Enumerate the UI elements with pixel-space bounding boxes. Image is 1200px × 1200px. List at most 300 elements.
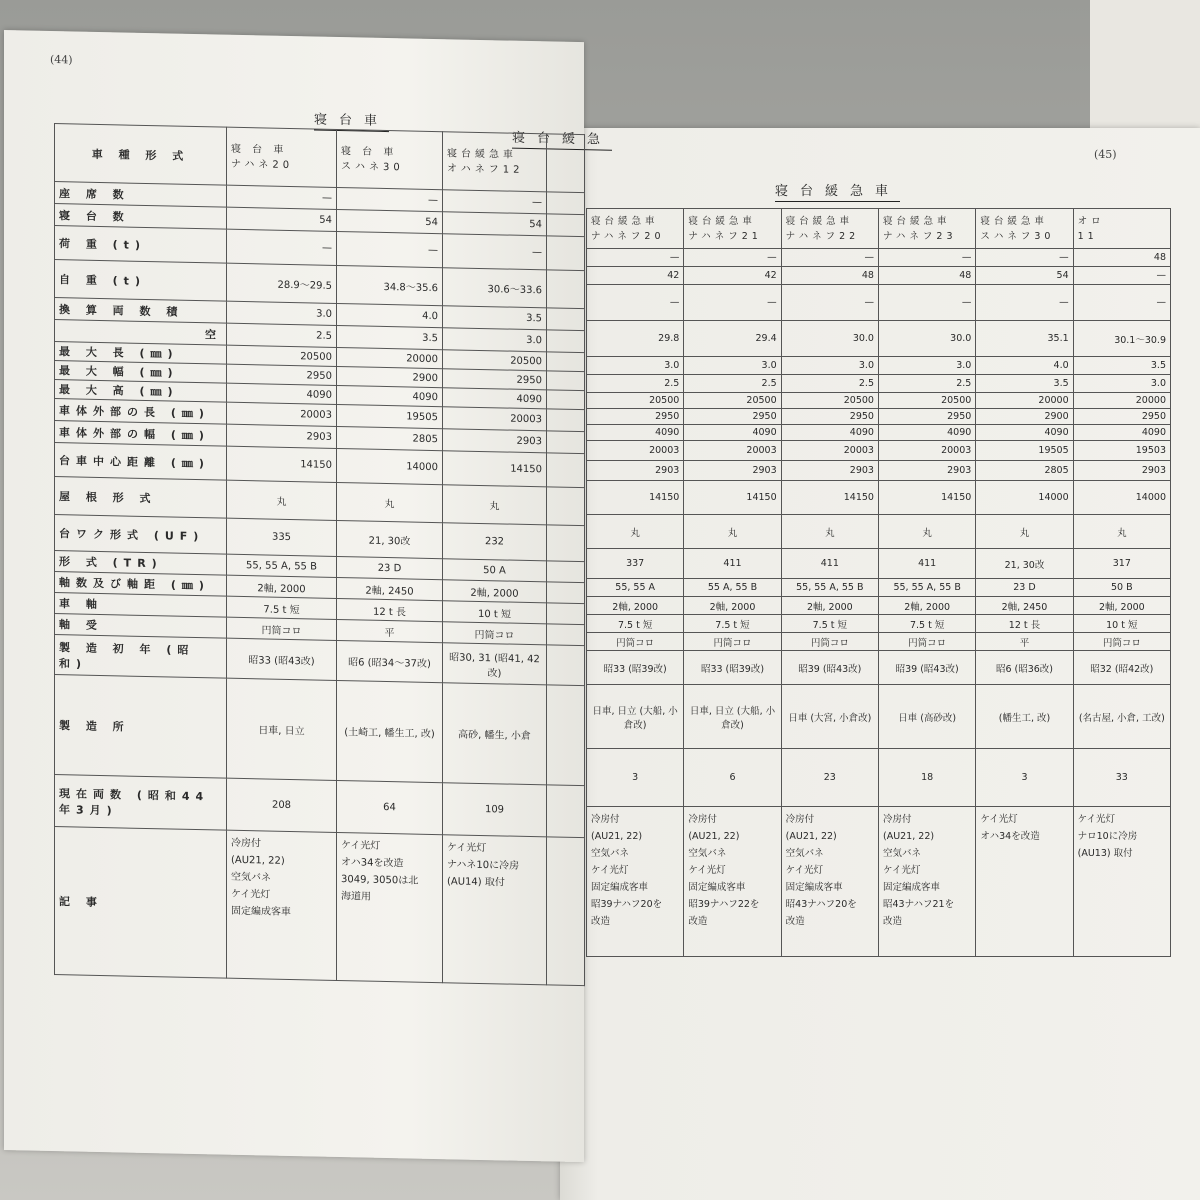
cell-value: 18 [921, 772, 934, 783]
cell-value: 411 [918, 558, 937, 569]
column-model: ナハネフ20 [591, 230, 665, 242]
cell-value: 昭6 (昭36改) [995, 663, 1054, 675]
column-model: ナハネ20 [231, 158, 294, 171]
note-line: 改造 [785, 916, 805, 927]
table-row [587, 267, 1171, 285]
note-line: ケイ光灯 [785, 865, 823, 876]
cell-value: 3.5 [526, 312, 542, 325]
cell-value: 14000 [1135, 492, 1166, 503]
row-label: 形 式 (TR) [59, 555, 163, 571]
cell-value: 20003 [843, 445, 874, 456]
cell-value: 48 [1153, 252, 1166, 263]
table-row [587, 597, 1171, 615]
table-row [587, 615, 1171, 633]
cell-value: — [669, 297, 680, 308]
cell-value: 3.5 [1053, 378, 1069, 389]
cell-value: — [428, 194, 438, 207]
cell-value: — [961, 297, 972, 308]
cell-value: (名古屋, 小倉, 工改) [1078, 712, 1165, 724]
table-row [587, 285, 1171, 321]
cell-value: — [1059, 297, 1069, 308]
cell-value: 4090 [1141, 427, 1166, 438]
cell-value: 3.0 [858, 360, 874, 371]
row-label: 現在両数 (昭和44年3月) [59, 786, 210, 817]
row-label: 最 大 長 (㎜) [59, 345, 179, 361]
note-line: 空気バネ [688, 848, 727, 859]
cell-value: 日車, 日立 (大船, 小倉改) [592, 705, 678, 731]
cell-value: 7.5 t 短 [263, 603, 300, 616]
page-number: (45) [1094, 148, 1117, 161]
cell-value: 4090 [1044, 427, 1069, 438]
cell-value: 19505 [1038, 445, 1069, 456]
table-row [587, 515, 1171, 549]
column-model: ナハネフ22 [785, 230, 860, 242]
cell-value: 2950 [947, 411, 972, 422]
column-model: ナハネフ23 [882, 230, 957, 242]
cell-value: 20500 [510, 355, 542, 367]
cell-value: 20003 [510, 413, 542, 426]
note-line: ケイ光灯 [447, 842, 487, 855]
cell-value: 4090 [655, 427, 680, 438]
cell-value: 2軸, 2450 [365, 585, 414, 598]
note-line: 昭43ナハフ20を [785, 899, 857, 910]
cell-value: 丸 [384, 498, 395, 511]
cell-value: — [864, 297, 874, 308]
cell-value: 55, 55 A, 55 B [893, 582, 961, 593]
column-header: 寝 台 車 [231, 143, 288, 156]
cell-value: 3.0 [526, 334, 542, 347]
cell-value: 2.5 [316, 330, 332, 342]
cell-value: 2805 [1044, 465, 1069, 476]
note-line: 海道用 [341, 891, 371, 903]
cell-value: 2903 [849, 465, 874, 476]
cell-value: 14150 [649, 492, 680, 503]
cell-value: 丸 [489, 501, 500, 513]
cell-value: — [767, 252, 777, 263]
row-label: 軸 受 [59, 618, 103, 633]
row-label: 寝 台 数 [59, 208, 130, 224]
row-label: 空 [205, 327, 222, 342]
note-line: 改造 [591, 916, 611, 927]
cell-value: 64 [383, 801, 396, 814]
table-row [587, 409, 1171, 425]
cell-value: 丸 [630, 527, 640, 539]
cell-value: 日車, 日立 [258, 725, 305, 738]
row-label: 最 大 高 (㎜) [59, 383, 179, 399]
right-page [560, 128, 1200, 1200]
note-line: ナロ10に冷房 [1077, 831, 1138, 842]
note-line: 空気バネ [231, 871, 271, 884]
cell-value: — [864, 252, 874, 263]
cell-value: 109 [484, 804, 505, 816]
cell-value: 2軸, 2000 [806, 601, 853, 613]
table-row [587, 749, 1171, 807]
cell-value: 20003 [941, 445, 972, 456]
cell-value: 2903 [752, 465, 777, 476]
cell-value: 丸 [922, 527, 932, 539]
cell-value: 20000 [1135, 395, 1166, 406]
cell-value: 55, 55 A, 55 B [246, 559, 317, 573]
cell-value: 208 [271, 799, 292, 812]
table-row [587, 321, 1171, 357]
cell-value: 昭33 (昭39改) [700, 663, 765, 675]
cell-value: 4090 [516, 393, 542, 405]
note-line: (AU14) 取付 [447, 876, 505, 889]
cell-value: 6 [729, 772, 736, 783]
cell-value: 丸 [1117, 527, 1127, 539]
cell-value: 20003 [746, 445, 777, 456]
column-header: 寝台緩急車 [688, 215, 756, 227]
table-row [587, 685, 1171, 749]
cell-value: 円筒コロ [713, 637, 752, 649]
cell-value: 2軸, 2000 [709, 601, 756, 613]
cell-value: 日車 (高砂改) [898, 712, 957, 724]
table-row [587, 209, 1171, 249]
cell-value: 円筒コロ [616, 637, 655, 649]
cell-value: 12 t 長 [1008, 619, 1041, 631]
note-line: 固定編成客車 [785, 882, 843, 893]
note-line: (AU21, 22) [688, 831, 740, 842]
note-line: ケイ光灯 [980, 814, 1018, 825]
cell-value: 54 [319, 214, 332, 226]
column-model: スハネフ30 [980, 230, 1055, 242]
note-line: ケイ光灯 [231, 888, 271, 901]
row-label: 製 造 所 [59, 718, 130, 734]
table-row [587, 633, 1171, 651]
cell-value: 円筒コロ [261, 624, 302, 637]
cell-value: 2.5 [761, 378, 777, 389]
table-row [587, 441, 1171, 461]
cell-value: 2903 [516, 435, 542, 448]
table-row [587, 481, 1171, 515]
note-line: 昭43ナハフ21を [882, 899, 955, 910]
cell-value: 3.5 [1150, 360, 1166, 371]
table-row [55, 827, 585, 986]
cell-value: 4.0 [422, 310, 438, 323]
cell-value: 2軸, 2000 [470, 587, 519, 600]
cell-value: — [1156, 270, 1166, 281]
cell-value: 昭32 (昭42改) [1090, 663, 1154, 675]
cell-value: 14150 [941, 492, 972, 503]
row-label: 車体外部の長 (㎜) [59, 403, 210, 420]
row-label: 車体外部の幅 (㎜) [59, 425, 210, 442]
table-row [587, 579, 1171, 597]
cell-value: (幡生工, 改) [998, 712, 1051, 724]
cell-value: — [1059, 252, 1069, 263]
table-row [587, 249, 1171, 267]
cell-value: 3 [1021, 772, 1028, 783]
note-line: オハ34を改造 [980, 831, 1040, 842]
cell-value: 50 B [1111, 582, 1133, 593]
cell-value: 12 t 長 [372, 606, 406, 618]
note-line: 改造 [688, 916, 708, 927]
cell-value: 2950 [1141, 411, 1166, 422]
cell-value: 2軸, 2000 [612, 601, 659, 613]
cell-value: 2軸, 2000 [257, 582, 306, 595]
cell-value: — [532, 247, 542, 259]
cell-value: 42 [764, 270, 777, 281]
spec-table [54, 123, 585, 986]
row-label: 換 算 両 数 [59, 302, 157, 318]
cell-value: 19503 [1135, 445, 1166, 456]
cell-value: 円筒コロ [1102, 637, 1141, 649]
cell-value: — [322, 242, 332, 254]
cell-value: 55 A, 55 B [707, 582, 758, 593]
table-row [587, 393, 1171, 409]
row-label: 最 大 幅 (㎜) [59, 364, 179, 380]
cell-value: 2軸, 2000 [1098, 601, 1145, 613]
note-line: 冷房付 [688, 814, 717, 825]
row-label: 車 軸 [59, 597, 103, 612]
cell-value: 円筒コロ [810, 637, 849, 649]
cell-value: 4090 [306, 388, 332, 401]
table-row [55, 675, 585, 786]
cell-value: 54 [425, 216, 438, 229]
cell-value: 33 [1115, 772, 1128, 783]
cell-value: 丸 [727, 527, 738, 539]
cell-value: — [428, 244, 438, 257]
cell-value: 29.8 [658, 333, 680, 344]
cell-value: 20500 [300, 350, 332, 363]
cell-value: 20500 [649, 395, 680, 406]
cell-value: 2.5 [664, 378, 680, 389]
note-line: 空気バネ [591, 848, 630, 859]
cell-value: 2軸, 2000 [904, 601, 951, 613]
cell-value: 昭30, 31 (昭41, 42改) [449, 651, 540, 679]
note-line: 固定編成客車 [882, 882, 940, 893]
cell-value: 4090 [849, 427, 874, 438]
spec-table [586, 208, 1171, 957]
cell-value: — [669, 252, 680, 263]
cell-value: 29.4 [755, 333, 777, 344]
cell-value: 14000 [406, 461, 438, 474]
cell-value: 3.0 [1150, 378, 1166, 389]
cell-value: 丸 [825, 527, 835, 539]
table-row [587, 425, 1171, 441]
cell-value: 42 [667, 270, 680, 281]
row-label: 屋 根 形 式 [59, 489, 157, 505]
note-line: 冷房付 [882, 814, 912, 825]
note-line: 固定編成客車 [591, 882, 649, 893]
cell-value: 23 D [1013, 582, 1036, 593]
cell-value: 2950 [849, 411, 874, 422]
note-line: 空気バネ [882, 848, 921, 859]
cell-value: 2950 [306, 369, 332, 382]
column-model: ナハネフ21 [688, 230, 762, 242]
cell-value: 10 t 短 [1106, 619, 1138, 631]
cell-value: 55, 55 A, 55 B [796, 582, 864, 593]
note-line: 冷房付 [785, 814, 815, 825]
column-model: 11 [1077, 230, 1098, 242]
note-line: オハ34を改造 [341, 857, 404, 870]
cell-value: 2軸, 2450 [1001, 601, 1048, 613]
cell-value: 3.0 [956, 360, 972, 371]
column-header: 寝台緩急車 [980, 215, 1048, 227]
cell-value: 20003 [300, 409, 332, 421]
row-label: 記 事 [59, 894, 103, 909]
cell-value: 23 [823, 772, 836, 783]
cell-value: 21, 30改 [368, 535, 411, 548]
note-line: ケイ光灯 [1077, 814, 1115, 825]
row-label: 自 重 (t) [59, 272, 146, 288]
row-label: 製 造 初 年 (昭和) [59, 640, 195, 671]
cell-value: 高砂, 幡生, 小倉 [458, 729, 531, 743]
cell-value: 2805 [412, 433, 438, 446]
cell-value: 丸 [1019, 527, 1030, 539]
cell-value: 317 [1112, 558, 1131, 569]
cell-value: 日車 (大宮, 小倉改) [788, 712, 872, 724]
cell-value: 10 t 短 [477, 608, 511, 621]
cell-value: 2903 [947, 465, 972, 476]
cell-value: 4090 [752, 427, 777, 438]
cell-value: 23 D [377, 562, 402, 574]
cell-value: 411 [820, 558, 839, 569]
cell-value: 21, 30改 [1004, 559, 1045, 571]
note-line: 冷房付 [231, 837, 261, 850]
note-line: (AU21, 22) [882, 831, 935, 842]
note-line: ケイ光灯 [341, 840, 381, 852]
cell-value: 4090 [412, 391, 438, 403]
cell-value: 20000 [1038, 395, 1069, 406]
cell-value: 54 [1056, 270, 1069, 281]
cell-value: 20500 [843, 395, 874, 406]
note-line: (AU21, 22) [591, 831, 643, 842]
cell-value: 55, 55 A [615, 582, 656, 593]
cell-value: (土崎工, 幡生工, 改) [344, 727, 435, 741]
cell-value: 35.1 [1047, 333, 1069, 344]
cell-value: 昭6 (昭34～37改) [348, 657, 431, 670]
cell-value: 335 [271, 531, 292, 544]
table-row [587, 651, 1171, 685]
cell-value: 2950 [655, 411, 680, 422]
cell-value: 4.0 [1053, 360, 1069, 371]
cell-value: 30.0 [852, 333, 874, 344]
cell-value: 円筒コロ [474, 629, 515, 642]
cell-value: 平 [1019, 637, 1030, 649]
note-line: 改造 [882, 916, 902, 927]
cell-value: 昭33 (昭43改) [248, 655, 315, 668]
cell-value: 30.6～33.6 [487, 284, 542, 297]
note-line: 3049, 3050は北 [341, 874, 419, 887]
cell-value: 2900 [412, 372, 438, 384]
cell-value: 昭39 (昭43改) [895, 663, 959, 675]
cell-value: 3.0 [761, 360, 777, 371]
column-header: 寝台緩急車 [882, 215, 951, 227]
cell-value: 54 [529, 219, 542, 231]
cell-value: 7.5 t 短 [812, 619, 847, 631]
cell-value: 14150 [300, 459, 332, 471]
cell-value: — [532, 197, 542, 209]
cell-value: 411 [723, 558, 742, 569]
cell-value: 2900 [1044, 411, 1069, 422]
column-model: スハネ30 [341, 160, 404, 173]
cell-value: 3.5 [422, 332, 438, 345]
cell-value: 7.5 t 短 [909, 619, 945, 631]
note-line: (AU21, 22) [231, 854, 285, 867]
cell-value: — [767, 297, 777, 308]
cell-value: 2.5 [956, 378, 972, 389]
page-number: (44) [50, 52, 73, 67]
cell-value: 7.5 t 短 [715, 619, 750, 631]
note-line: ナハネ10に冷房 [447, 859, 520, 872]
note-line: (AU21, 22) [785, 831, 837, 842]
cell-value: 4090 [947, 427, 972, 438]
cell-value: 337 [626, 558, 645, 569]
cell-value: 昭33 (昭39改) [603, 663, 667, 675]
cell-value: 3 [632, 772, 639, 783]
table-row [587, 807, 1171, 957]
cell-value: — [961, 252, 972, 263]
note-line: 固定編成客車 [231, 905, 291, 919]
table-row [587, 461, 1171, 481]
cell-value: 14150 [746, 492, 777, 503]
row-label: 車 種 形 式 [91, 147, 190, 163]
column-header: 寝 台 車 [341, 145, 398, 158]
cell-value: 2950 [752, 411, 777, 422]
note-line: 昭39ナハフ22を [688, 899, 760, 910]
cell-value: 2.5 [858, 378, 874, 389]
table-row [587, 357, 1171, 375]
row-label: 台ワク形式 (UF) [59, 526, 205, 543]
note-line: 冷房付 [591, 814, 620, 825]
note-line: ケイ光灯 [882, 865, 921, 876]
cell-value: 7.5 t 短 [617, 619, 653, 631]
cell-value: 平 [384, 627, 395, 639]
cell-value: 30.0 [950, 333, 972, 344]
cell-value: 50 A [483, 564, 506, 577]
column-header: 寝台緩急車 [447, 147, 517, 161]
cell-value: 丸 [276, 496, 287, 508]
section-title: 寝台緩急車 [775, 180, 900, 202]
note-line: 昭39ナハフ20を [591, 899, 663, 910]
cell-value: 28.9～29.5 [277, 279, 332, 292]
cell-value: 20500 [746, 395, 777, 406]
cell-value: 30.1～30.9 [1114, 334, 1166, 346]
section-title: 寝台車 [314, 108, 389, 132]
cell-value: 20003 [649, 445, 680, 456]
cell-value: 2903 [655, 465, 680, 476]
cell-value: — [322, 192, 332, 204]
row-label: 積 [166, 304, 184, 319]
note-line: ケイ光灯 [688, 865, 726, 876]
note-line: (AU13) 取付 [1077, 848, 1133, 859]
cell-value: 48 [959, 270, 972, 281]
table-row [587, 375, 1171, 393]
cell-value: 3.0 [664, 360, 680, 371]
cell-value: 14000 [1038, 492, 1069, 503]
cell-value: 円筒コロ [908, 637, 947, 649]
cell-value: 20500 [941, 395, 972, 406]
cell-value: 14150 [510, 463, 542, 476]
cell-value: 19505 [406, 411, 438, 424]
cell-value: 48 [861, 270, 874, 281]
cell-value: 232 [484, 536, 505, 548]
cell-value: — [1156, 297, 1166, 308]
cell-value: 20000 [406, 352, 438, 365]
cell-value: 34.8～35.6 [383, 281, 438, 295]
column-header: 寝台緩急車 [591, 215, 659, 227]
row-label: 台車中心距離 (㎜) [59, 453, 210, 470]
cell-value: 2950 [516, 374, 542, 386]
cell-value: 日車, 日立 (大船, 小倉改) [689, 705, 776, 731]
cell-value: 昭39 (昭43改) [798, 663, 862, 675]
row-label: 座 席 数 [59, 186, 130, 202]
row-label: 荷 重 (t) [59, 236, 146, 252]
cell-value: 2903 [306, 431, 332, 443]
cell-value: 2903 [1141, 465, 1166, 476]
cell-value: 3.0 [316, 308, 332, 320]
note-line: 空気バネ [785, 848, 824, 859]
